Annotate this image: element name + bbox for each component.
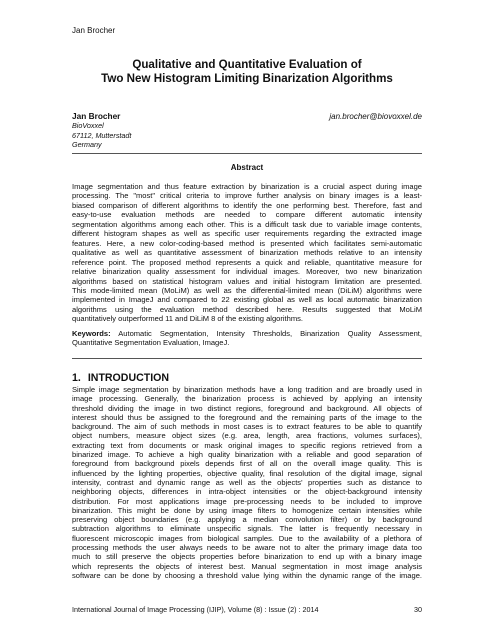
- author-name: Jan Brocher: [72, 111, 121, 121]
- section-number: 1.: [72, 372, 81, 384]
- intro-line: image processing. Generally, the binarization process is achieved by applying an intensity: [72, 394, 422, 404]
- abstract-line: processing. The "most" critical criteria to improve further analysis on binary images is a least-: [72, 191, 422, 201]
- abstract-line: biased comparison of different algorithms to identify the one performing best. Therefore, fast and: [72, 200, 422, 210]
- affiliation-line: 67112, Mutterstadt: [72, 130, 132, 140]
- intro-line: distribution. For most applications image pre-processing needs to be included to improve: [72, 496, 422, 506]
- intro-line: interest should thus be assigned to the foreground and the remaining parts of the image to the: [72, 412, 422, 422]
- author-row: [72, 111, 422, 121]
- intro-line: Simple image segmentation by binarization methods have a long tradition and are broadly used in: [72, 385, 422, 394]
- divider-rule: [72, 358, 422, 359]
- keywords-line: [72, 329, 422, 338]
- footer-journal: International Journal of Image Processing (IJIP), Volume (8) : Issue (2) : 2014: [72, 605, 319, 614]
- intro-line: intensity, contrast and dynamic range as well as the objects' properties such as distance to: [72, 477, 422, 487]
- abstract-line: relative binarization quality assessment for individual images. Moreover, two new binarization: [72, 267, 422, 277]
- abstract-line: algorithms using the evaluation method described here. Results suggested that MoLiM: [72, 304, 422, 314]
- intro-line: background. The aim of such methods in most cases is to extract features to be able to quantify: [72, 422, 422, 432]
- intro-line: threshold dividing the image in two distinct regions, foreground and background. All objects of: [72, 403, 422, 413]
- intro-line: binarization. This might be done by using image filters to homogenize certain intensities while: [72, 505, 422, 515]
- intro-line: foreground from background pixels depends first of all on the overall image quality. This is: [72, 459, 422, 469]
- author-block: [72, 111, 422, 150]
- intro-line: which represents the objects of interest best. Manual segmentation in most image analysis: [72, 561, 422, 571]
- abstract-line: features. Here, a new color-coding-based method is presented which facilitates semi-automatic: [72, 238, 422, 248]
- intro-line: fluorescent microscopic images from biological samples. Due to the availability of a plethora of: [72, 533, 422, 543]
- intro-body: [72, 385, 422, 580]
- abstract-line: Image segmentation and thus feature extraction by binarization is a crucial aspect during image: [72, 182, 422, 191]
- abstract-line: reference point. The proposed method represents a quick and reliable, quantitative measure for: [72, 257, 422, 267]
- abstract-line: quantitatively outperformed 11 and DiLiM 8 of the existing algorithms.: [72, 314, 304, 324]
- section-heading: [72, 372, 169, 384]
- section-title: INTRODUCTION: [87, 372, 170, 384]
- abstract-line: algorithms based on statistical histogram values and initial histogram limitation are presented.: [72, 276, 422, 286]
- page-number: 30: [414, 605, 422, 614]
- affiliation-line: BioVoxxel: [72, 121, 104, 130]
- intro-line: binarized image. To achieve a high quality binarization with a reliable and good separation of: [72, 450, 422, 460]
- intro-line: subtraction algorithms to eliminate unspecific signals. The latter is frequently necessary in: [72, 524, 422, 534]
- abstract-line: different histogram shapes as well as specific user requirements regarding the extracted image: [72, 229, 422, 239]
- divider-rule: [72, 153, 422, 154]
- abstract-heading: Abstract: [230, 163, 264, 172]
- running-head: Jan Brocher: [72, 26, 116, 35]
- keywords-line: Quantitative Segmentation Evaluation, ImageJ.: [72, 338, 230, 348]
- title-line: Qualitative and Quantitative Evaluation of: [132, 58, 362, 71]
- abstract-line: easy-to-use evaluation methods are needed to compare different automatic intensity: [72, 210, 422, 220]
- intro-line: software can be done by choosing a threshold value lying within the dynamic range of the image.: [72, 570, 422, 580]
- intro-line: object numbers, measure object sizes (e.g. area, length, area fractions, volumes surfaces),: [72, 431, 422, 441]
- abstract-line: This mode-limited mean (MoLiM) as well as the differential-limited mean (DiLiM) algorithms were: [72, 285, 422, 295]
- keywords-label: Keywords:: [72, 329, 111, 338]
- title-line: Two New Histogram Limiting Binarization Algorithms: [101, 72, 393, 86]
- intro-line: extracting text from documents or mask original images to specific regions retrieved from a: [72, 440, 422, 450]
- abstract-line: implemented in ImageJ and compared to 22 existing global as well as local automatic binarization: [72, 295, 422, 305]
- keywords: [72, 329, 422, 348]
- keywords-text: Automatic Segmentation, Intensity Thresholds, Binarization Quality Assessment,: [118, 329, 422, 338]
- abstract-body: [72, 182, 422, 324]
- paper-title: [72, 58, 422, 86]
- intro-line: processing methods the user always needs to be aware not to alter the primary image data too: [72, 543, 422, 553]
- author-email: jan.brocher@biovoxxel.de: [329, 112, 422, 121]
- intro-line: much to still preserve the objects properties before binarization to end up with a binary image: [72, 552, 422, 562]
- intro-line: influenced by the lighting properties, objective quality, final resolution of the digital image, signal: [72, 468, 422, 478]
- intro-line: neighboring objects, differences in intra-object intensities or the object-background intensity: [72, 487, 422, 497]
- abstract-line: qualitative as well as quantitative assessment of binarization methods relative to an intensity: [72, 248, 422, 258]
- abstract-line: segmentation algorithms among each other. This is a difficult task due to variable image contents,: [72, 219, 422, 229]
- affiliation-line: Germany: [72, 140, 102, 150]
- intro-line: preserving object boundaries (e.g. applying a median convolution filter) or by background: [72, 515, 422, 525]
